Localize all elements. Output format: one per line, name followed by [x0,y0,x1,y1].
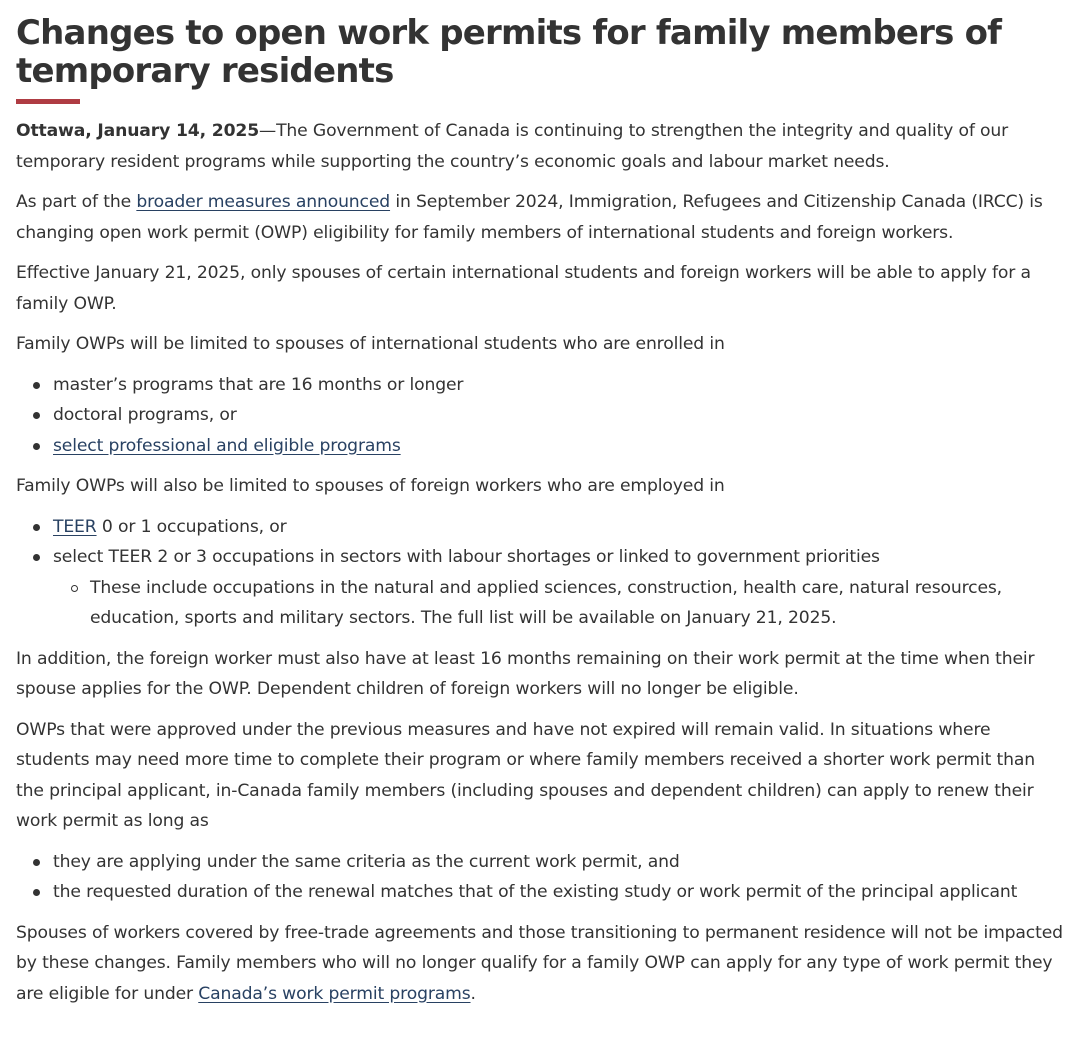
list-item [53,542,1064,634]
workers-list [16,512,1064,634]
teer-item-text: 0 or 1 occupations, or [96,516,287,537]
sectors-sublist [53,573,1064,634]
title-accent-rule [16,99,80,104]
teer-link[interactable]: TEER [53,516,97,537]
dateline: Ottawa, January 14, 2025 [16,121,260,141]
renewal-paragraph: OWPs that were approved under the previous measures and have not expired will remain valid. In situations where students may need more time to complete their program or where family members received a shorter work permit than the principal applicant, in-Canada family members (including spouses and dependent children) can apply to renew their work permit as long as [16,719,1035,831]
measures-paragraph [16,187,1064,248]
students-list [16,370,1064,462]
list-item [53,431,1064,462]
measures-text-after: in September 2024, Immigration, Refugees and Citizenship Canada (IRCC) is changing open work permit (OWP) eligibility for family members of international students and foreign workers. [16,192,1043,243]
measures-text-before: As part of the [16,192,137,212]
sublist-item: These include occupations in the natural and applied sciences, construction, health care, natural resources, education, sports and military sectors. The full list will be available on January 21, 2025. [90,573,1064,634]
renewal-list [16,847,1064,908]
list-item: master’s programs that are 16 months or longer [53,370,1064,401]
list-item [53,512,1064,543]
broader-measures-link[interactable]: broader measures announced [136,192,391,212]
list-item: doctoral programs, or [53,400,1064,431]
intro-paragraph [16,116,1064,177]
intro-text: —The Government of Canada is continuing to strengthen the integrity and quality of our temporary resident programs while supporting the country’s economic goals and labour market needs. [16,121,1009,172]
work-permit-programs-link[interactable]: Canada’s work permit programs [198,983,471,1004]
select-programs-link[interactable]: select professional and eligible programs [53,435,401,456]
list-item: the requested duration of the renewal matches that of the existing study or work permit of the principal applicant [53,877,1064,908]
remaining-months-paragraph: In addition, the foreign worker must also have at least 16 months remaining on their work permit at the time when their spouse applies for the OWP. Dependent children of foreign workers will no longer be eligible. [16,648,1035,699]
page-title: Changes to open work permits for family members of temporary residents [16,13,1002,91]
workers-intro-paragraph: Family OWPs will also be limited to spouses of foreign workers who are employed in [16,476,725,496]
exemptions-text-before: Spouses of workers covered by free-trade agreements and those transitioning to permanent residence will not be impacted by these changes. Family members who will no longer qualify for a family OWP can apply for any type of work permit they are eligible for under [16,922,1063,1004]
exemptions-paragraph [16,918,1064,1010]
teer-2-3-item-text: select TEER 2 or 3 occupations in sectors with labour shortages or linked to government priorities [53,547,880,567]
students-intro-paragraph: Family OWPs will be limited to spouses of international students who are enrolled in [16,334,725,354]
list-item: they are applying under the same criteria as the current work permit, and [53,847,1064,878]
exemptions-text-after: . [470,983,476,1004]
effective-date-paragraph: Effective January 21, 2025, only spouses of certain international students and foreign workers will be able to apply for a family OWP. [16,263,1031,314]
